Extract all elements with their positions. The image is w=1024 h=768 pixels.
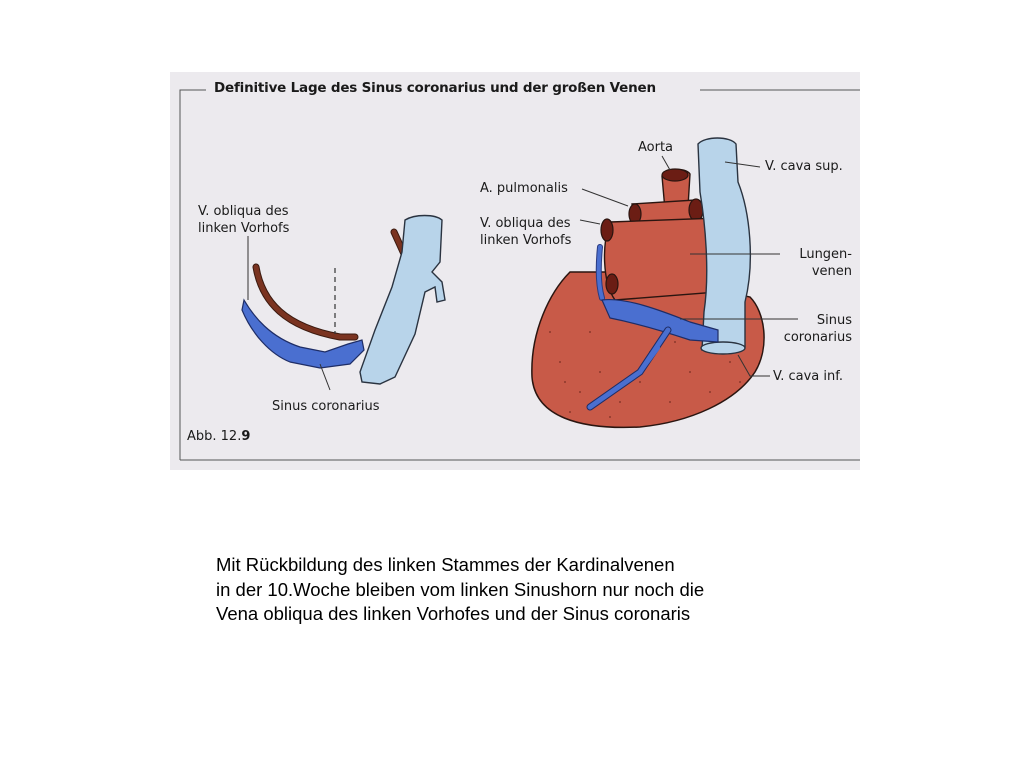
caption-line-2: in der 10.Woche bleiben vom linken Sinushorn nur noch die: [216, 578, 705, 600]
lungenvene-3: [606, 274, 618, 294]
caption-line-1: Mit Rückbildung des linken Stammes der Kardinalvenen: [216, 554, 675, 575]
caption-text: [216, 553, 704, 627]
label-vena-obliqua-left: V. obliqua des linken Vorhofs: [198, 204, 290, 236]
heart-drawing: [532, 138, 798, 427]
leader-pulmonalis: [582, 189, 628, 206]
vena-cava-sup-inf: [698, 138, 750, 350]
label-cava-sup: V. cava sup.: [765, 159, 843, 174]
label-lungenvenen: Lungen- venen: [799, 247, 852, 279]
figure-title: Definitive Lage des Sinus coronarius und der großen Venen: [208, 80, 662, 96]
figure-number: Abb. 12.9: [187, 429, 251, 444]
label-sinus-coronarius-left: Sinus coronarius: [272, 399, 380, 414]
leader-vena-obliqua-right: [580, 220, 600, 224]
vena-obliqua-left: [256, 267, 355, 337]
label-pulmonalis: A. pulmonalis: [480, 181, 568, 196]
frame-left-line: [180, 90, 206, 460]
leader-aorta: [662, 156, 670, 170]
caption-line-3: Vena obliqua des linken Vorhofes und der Sinus coronaris: [216, 603, 691, 624]
label-aorta: Aorta: [638, 140, 674, 155]
label-cava-inf: V. cava inf.: [773, 369, 844, 384]
vena-cava-left: [360, 216, 445, 385]
left-diagram-drawing: [242, 216, 445, 391]
figure-panel: [170, 72, 860, 470]
lungenvene-1: [601, 219, 613, 241]
label-vena-obliqua-right: V. obliqua des linken Vorhofs: [480, 216, 572, 248]
label-sinus-coronarius-right: Sinus coronarius: [783, 313, 852, 345]
